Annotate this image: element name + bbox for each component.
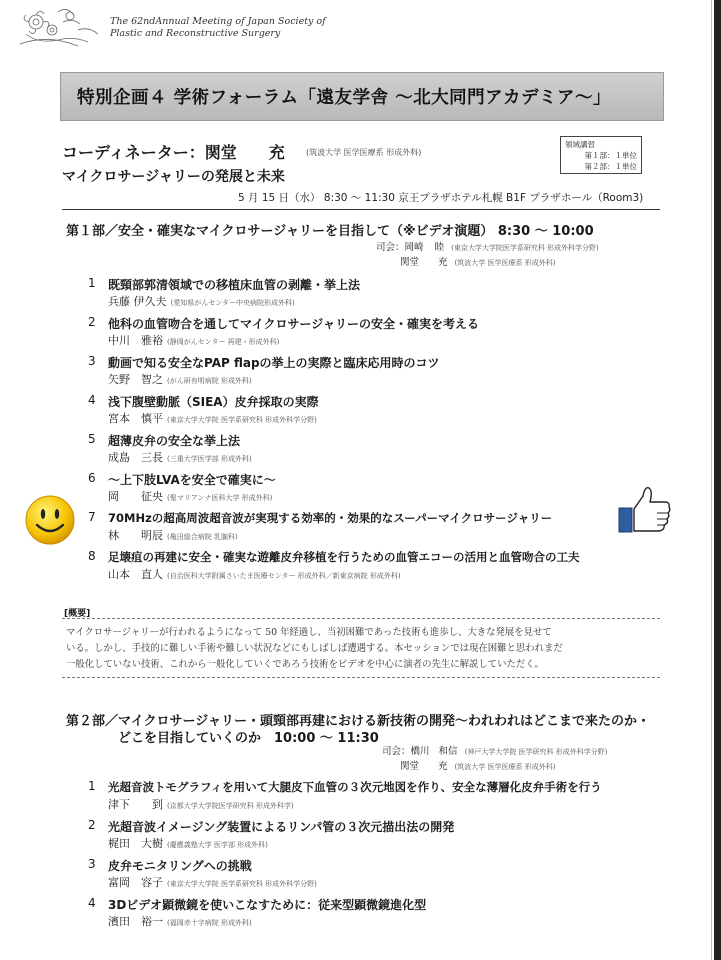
author-name: 兵藤 伊久夫 <box>108 295 167 308</box>
banner-title: 特別企画４ 学術フォーラム「遠友学舎 〜北大同門アカデミア〜」 <box>77 88 611 108</box>
part2-chair1-label: 司会：橋川 <box>382 746 430 757</box>
item-author <box>108 332 279 348</box>
page-edge-border <box>714 0 721 960</box>
item-number: 1 <box>88 276 96 290</box>
part2-item <box>88 779 668 815</box>
item-title: 浅下腹壁動脈（SIEA）皮弁採取の実際 <box>108 395 319 409</box>
units-header: 領域講習 <box>565 140 595 149</box>
item-number: 7 <box>88 510 96 524</box>
overview-line: いる。しかし、手技的に難しい手術や難しい状況などにもしばしば遭遇する。本セッションでは現在困難と思われまだ <box>66 643 563 654</box>
coordinator-affiliation: (筑波大学 医学医療系 形成外科) <box>306 148 422 157</box>
author-affiliation: (京都大学大学院医学研究科 形成外科学) <box>167 802 294 810</box>
credit-units-box <box>560 136 642 174</box>
part2-item <box>88 818 668 854</box>
part2-chair2-name: 関堂 充 <box>400 761 448 772</box>
part1-title: 第１部／安全・確実なマイクロサージャリーを目指して（※ビデオ演題） 8:30 〜 10:00 <box>66 224 594 239</box>
journal-header <box>18 4 438 54</box>
item-title: 既頸部郭清領域での移植床血管の剥離・挙上法 <box>108 278 361 292</box>
item-title: 動画で知る安全なPAP flapの挙上の実際と臨床応用時のコツ <box>108 356 440 370</box>
part1-item <box>88 510 668 546</box>
part1-chair1-aff: (東京大学大学院医学系研究科 形成外科学分野) <box>451 244 599 252</box>
coordinator: コーディネーター：関堂 充 <box>62 143 285 162</box>
thumbs-up-icon <box>617 484 673 536</box>
item-author <box>108 527 238 543</box>
part1-chair1-label: 司会：岡崎 <box>376 242 424 253</box>
part1-chair2-aff: (筑波大学 医学医療系 形成外科) <box>454 259 556 267</box>
part1-item <box>88 393 668 429</box>
part2-chair1 <box>382 743 608 757</box>
item-number: 2 <box>88 818 96 832</box>
item-author <box>108 796 294 812</box>
divider <box>62 209 660 210</box>
item-author <box>108 488 272 504</box>
item-title: 超薄皮弁の安全な挙上法 <box>108 434 241 448</box>
part2-title-line2: どこを目指していくのか 10:00 〜 11:30 <box>118 731 379 746</box>
item-title: 他科の血管吻合を通してマイクロサージャリーの安全・確実を考える <box>108 317 480 331</box>
overview-line: 一般化していない技術、これから一般化していくであろう技術をビデオを中心に演者の先生に解説していただく。 <box>66 659 544 670</box>
author-affiliation: (聖マリアンナ医科大学 形成外科) <box>167 494 273 502</box>
item-number: 2 <box>88 315 96 329</box>
author-affiliation: (愛知県がんセンター中央病院形成外科) <box>170 299 295 307</box>
item-number: 3 <box>88 857 96 871</box>
smiley-face-icon <box>24 494 76 546</box>
author-affiliation: (東京大学大学院 医学系研究科 形成外科学分野) <box>167 416 317 424</box>
part2-chair1-name: 和信 <box>438 746 458 757</box>
program-banner <box>60 72 664 121</box>
author-name: 林 明辰 <box>108 529 163 542</box>
author-name: 濱田 裕一 <box>108 915 163 928</box>
item-number: 6 <box>88 471 96 485</box>
item-title: 3Dビデオ顕微鏡を使いこなすために：従来型顕微鏡進化型 <box>108 898 427 912</box>
journal-line-1: The 62ndAnnual Meeting of Japan Society of <box>110 16 326 27</box>
journal-line-2: Plastic and Reconstructive Surgery <box>110 28 281 39</box>
part1-item <box>88 276 668 312</box>
part2-item <box>88 896 668 932</box>
item-author <box>108 913 252 929</box>
item-author <box>108 449 252 465</box>
part1-chair2-name: 関堂 充 <box>400 257 448 268</box>
part2-chair1-aff: (神戸大学大学院 医学研究科 形成外科学分野) <box>464 748 608 756</box>
part1-item <box>88 432 668 468</box>
author-name: 宮本 慎平 <box>108 412 163 425</box>
overview-bottom-rule <box>62 677 660 678</box>
author-name: 中川 雅裕 <box>108 334 163 347</box>
part2-item <box>88 857 668 893</box>
item-title: 皮弁モニタリングへの挑戦 <box>108 859 252 873</box>
item-author <box>108 835 268 851</box>
part1-chair2 <box>400 254 555 268</box>
part1-chair1 <box>376 239 599 253</box>
author-affiliation: (静岡がんセンター 再建・形成外科) <box>167 338 280 346</box>
part2-chair2 <box>400 758 555 772</box>
author-affiliation: (東京大学大学院 医学系研究科 形成外科学分野) <box>167 880 317 888</box>
author-affiliation: (慶應義塾大学 医学部 形成外科) <box>167 841 268 849</box>
item-title: 70MHzの超高周波超音波が実現する効率的・効果的なスーパーマイクロサージャリー <box>108 511 553 525</box>
author-affiliation: (三重大学医学部 形成外科) <box>167 455 252 463</box>
item-author <box>108 874 317 890</box>
author-name: 矢野 智之 <box>108 373 163 386</box>
author-affiliation: (自治医科大学附属さいたま医療センター 形成外科／新東京病院 形成外科) <box>167 572 401 580</box>
units-part1: 第１部：１単位 <box>584 151 637 160</box>
author-name: 成島 三長 <box>108 451 163 464</box>
author-affiliation: (亀田総合病院 乳腺科) <box>167 533 238 541</box>
author-name: 富岡 容子 <box>108 876 163 889</box>
units-part2: 第２部：１単位 <box>584 162 637 171</box>
item-number: 1 <box>88 779 96 793</box>
item-author <box>108 371 252 387</box>
flower-logo-icon <box>18 4 108 50</box>
author-name: 岡 征央 <box>108 490 163 503</box>
journal-name <box>110 16 326 40</box>
author-affiliation: (がん研有明病院 形成外科) <box>167 377 252 385</box>
part1-item <box>88 315 668 351</box>
item-number: 4 <box>88 393 96 407</box>
session-date-venue: 5 月 15 日（水） 8:30 〜 11:30 京王プラザホテル札幌 B1F プラザホール（Room3) <box>238 192 644 204</box>
item-author <box>108 566 401 582</box>
part1-item <box>88 549 668 585</box>
author-name: 山本 直人 <box>108 568 163 581</box>
part1-item <box>88 354 668 390</box>
overview-line: マイクロサージャリーが行われるようになって 50 年経過し、当初困難であった技術も進歩し、大きな発展を見せて <box>66 627 552 638</box>
item-number: 3 <box>88 354 96 368</box>
item-title: 光超音波イメージング装置によるリンパ管の３次元描出法の開発 <box>108 820 455 834</box>
part2-chair2-aff: (筑波大学 医学医療系 形成外科) <box>454 763 556 771</box>
overview-text <box>66 625 662 673</box>
part1-chair1-name: 睦 <box>434 242 445 253</box>
item-author <box>108 293 295 309</box>
item-title: 光超音波トモグラフィを用いて大腿皮下血管の３次元地図を作り、安全な薄層化皮弁手術を行う <box>108 780 602 794</box>
overview-label: [概要] <box>64 609 91 619</box>
item-number: 4 <box>88 896 96 910</box>
session-subtitle: マイクロサージャリーの発展と未来 <box>62 169 285 185</box>
overview-top-rule <box>62 618 660 619</box>
part1-item <box>88 471 668 507</box>
item-author <box>108 410 317 426</box>
author-name: 津下 到 <box>108 798 163 811</box>
author-affiliation: (福岡赤十字病院 形成外科) <box>167 919 252 927</box>
part2-title-line1: 第２部／マイクロサージャリー・頭頸部再建における新技術の開発〜われわれはどこまで来たのか・ <box>66 714 650 729</box>
author-name: 梶田 大樹 <box>108 837 163 850</box>
item-number: 8 <box>88 549 96 563</box>
item-number: 5 <box>88 432 96 446</box>
item-title: 足壊疽の再建に安全・確実な遊離皮弁移植を行うための血管エコーの活用と血管吻合の工夫 <box>108 550 580 564</box>
item-title: 〜上下肢LVAを安全で確実に〜 <box>108 473 276 487</box>
page-edge-line <box>711 0 712 960</box>
